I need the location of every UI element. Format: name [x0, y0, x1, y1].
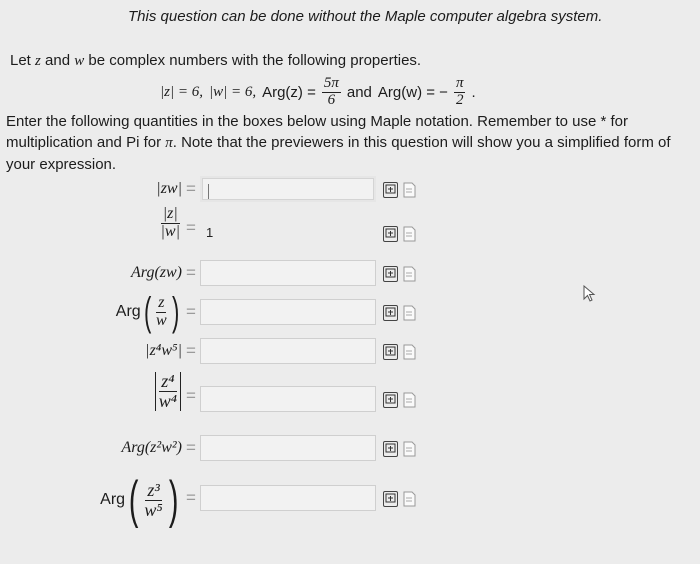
and-text: and — [346, 83, 372, 101]
equals-sign: = — [186, 179, 196, 198]
preview-icon[interactable] — [383, 182, 398, 198]
help-document-icon[interactable] — [403, 491, 416, 507]
question-row-7 — [0, 432, 700, 464]
arg-z-label: Arg(z) = — [262, 83, 316, 101]
question-row-5 — [0, 336, 700, 366]
equals-sign: = — [186, 218, 196, 237]
preview-icon[interactable] — [383, 392, 398, 408]
maple-note: This question can be done without the Maple computer algebra system. — [128, 8, 603, 25]
preview-icon[interactable] — [383, 491, 398, 507]
help-document-icon[interactable] — [403, 266, 416, 282]
preview-icon[interactable] — [383, 344, 398, 360]
given-properties: |z| = 6, |w| = 6, Arg(z) = $\frac{5\pi}{6}$ and Arg(w) = − $\frac{\pi}{2}$ . — [160, 75, 476, 108]
row-2-label: $\frac{|z|}{|w|}$ — [160, 205, 180, 240]
row-3-label: Arg(zw) — [131, 264, 182, 281]
arg-w-fraction: $\frac{\pi}{2}$ — [455, 75, 464, 108]
mod-w-given: |w| = 6, — [208, 83, 257, 100]
question-row-8 — [0, 470, 700, 530]
mouse-pointer-icon — [583, 285, 597, 308]
answer-input-7[interactable] — [200, 435, 376, 461]
answer-input-4[interactable] — [200, 299, 376, 325]
row-5-label: |z⁴w⁵| — [145, 342, 182, 359]
equals-sign: = — [186, 341, 196, 360]
equals-sign: = — [186, 386, 196, 405]
arg-w-label: Arg(w) = − — [377, 83, 448, 101]
help-document-icon[interactable] — [403, 305, 416, 321]
row-8-label: Arg ( $\frac{\text{z³}}{\text{w⁵}}$ ) — [100, 471, 179, 529]
instructions: Enter the following quantities in the boxes below using Maple notation. Remember to use * for multiplication and Pi for π. Note that the previewers in this question will show you a simplified form of your expression. — [6, 113, 671, 173]
intro-text: Let z and w be complex numbers with the following properties. — [10, 52, 422, 69]
equals-sign: = — [186, 488, 196, 507]
mod-z-given: |z| = 6, — [160, 83, 203, 100]
preview-icon[interactable] — [383, 441, 398, 457]
question-row-6 — [0, 368, 700, 426]
help-document-icon[interactable] — [403, 182, 416, 198]
answer-input-6[interactable] — [200, 386, 376, 412]
preview-icon[interactable] — [383, 226, 398, 242]
row-6-label: $\frac{\text{z⁴}}{\text{w⁴}}$ — [154, 372, 182, 411]
preview-icon[interactable] — [383, 266, 398, 282]
row-7-label: Arg(z²w²) — [121, 439, 182, 456]
answer-input-8[interactable] — [200, 485, 376, 511]
preview-icon[interactable] — [383, 305, 398, 321]
question-row-1 — [0, 174, 700, 204]
help-document-icon[interactable] — [403, 226, 416, 242]
row-4-label: Arg ( $\frac{z}{w}$ ) — [115, 290, 180, 334]
row-1-label: |zw| — [156, 180, 182, 197]
equals-sign: = — [186, 263, 196, 282]
equals-sign: = — [186, 302, 196, 321]
question-row-3 — [0, 258, 700, 288]
answer-input-5[interactable] — [200, 338, 376, 364]
answer-input-3[interactable] — [200, 260, 376, 286]
question-row-2 — [0, 206, 700, 256]
answer-input-1[interactable] — [200, 176, 376, 202]
help-document-icon[interactable] — [403, 344, 416, 360]
help-document-icon[interactable] — [403, 441, 416, 457]
arg-z-fraction: $\frac{5\pi}{6}$ — [323, 75, 339, 108]
answer-input-2[interactable]: 1 — [206, 225, 214, 240]
equals-sign: = — [186, 438, 196, 457]
help-document-icon[interactable] — [403, 392, 416, 408]
